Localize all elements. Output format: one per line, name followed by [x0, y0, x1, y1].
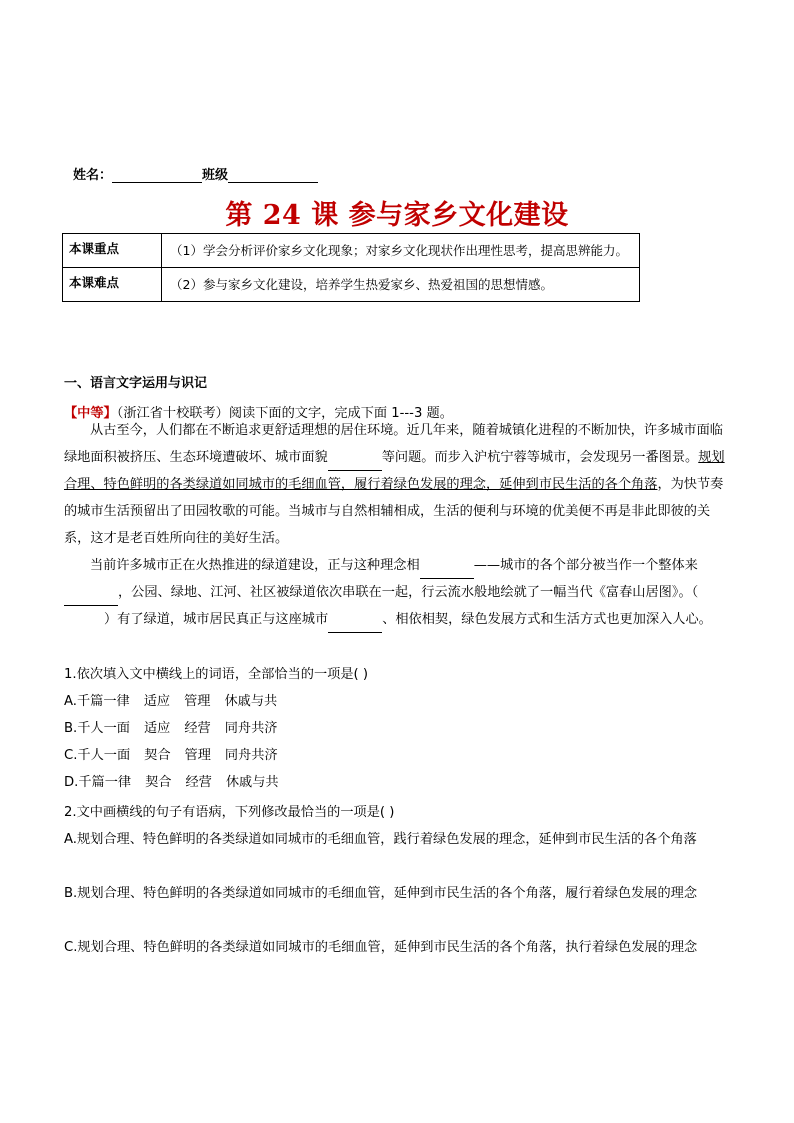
- class-blank[interactable]: [228, 168, 318, 183]
- option-text: 契合: [144, 748, 171, 763]
- underlined-sentence: 规划合理、特色鲜明的各类绿道如同城市的毛细血管，履行着绿色发展的理念，延伸到市民生活的各个角落: [64, 450, 725, 492]
- name-label: 姓名：: [73, 168, 113, 183]
- q2-option-b[interactable]: B.规划合理、特色鲜明的各类绿道如同城市的毛细血管，延伸到市民生活的各个角落，履行着绿色发展的理念: [64, 886, 698, 901]
- objective-key: 本课重点: [63, 234, 162, 268]
- option-text: 同舟共济: [224, 748, 278, 763]
- question-2-stem: 2.文中画横线的句子有语病，下列修改最恰当的一项是( ): [64, 805, 395, 820]
- objective-value: （1）学会分析评价家乡文化现象；对家乡文化现状作出理性思考，提高思辨能力。: [162, 234, 640, 268]
- option-text: D.千篇一律: [64, 775, 132, 790]
- table-row: [63, 268, 640, 302]
- passage-text: ——城市的各个部分被当作一个整体来: [473, 558, 698, 573]
- objective-value: （2）参与家乡文化建设，培养学生热爱家乡、热爱祖国的思想情感。: [162, 268, 640, 302]
- option-text: 适应: [144, 721, 171, 736]
- passage-text: 从古至今，人们都在不断追求更舒适理想的居住环境。近几年来，随着城镇化进程的不断加快，许多城市面临绿地面积被挤压、生态环境遭破坏、城市面貌: [64, 423, 723, 465]
- passage-text: 等问题。而步入沪杭宁蓉等城市，会发现另一番图景。: [381, 450, 699, 465]
- option-text: 休戚与共: [225, 775, 279, 790]
- class-label: 班级: [202, 168, 229, 183]
- table-row: [63, 234, 640, 268]
- section-title: 一、语言文字运用与识记: [64, 376, 208, 391]
- passage-text: 、相依相契，绿色发展方式和生活方式也更加深入人心。: [382, 612, 712, 627]
- fill-blank: [328, 457, 382, 471]
- objectives-table: [62, 233, 640, 302]
- q1-option-a[interactable]: [64, 688, 726, 715]
- option-text: 休戚与共: [224, 694, 278, 709]
- option-text: 契合: [145, 775, 172, 790]
- option-text: 同舟共济: [224, 721, 278, 736]
- option-text: B.千人一面: [64, 721, 130, 736]
- q2-option-a[interactable]: A.规划合理、特色鲜明的各类绿道如同城市的毛细血管，践行着绿色发展的理念，延伸到市民生活的各个角落: [64, 832, 697, 847]
- fill-blank: [328, 619, 382, 633]
- passage-source: （浙江省十校联考）阅读下面的文字，完成下面 1---3 题。: [116, 406, 453, 421]
- student-info-line: [73, 164, 318, 183]
- passage-text: ，公园、绿地、江河、社区被绿道依次串联在一起，行云流水般地绘就了一幅当代《富春山居图》。（: [118, 585, 699, 600]
- fill-blank: [64, 592, 118, 606]
- option-text: 经营: [184, 721, 211, 736]
- option-text: C.千人一面: [64, 748, 131, 763]
- option-text: 经营: [185, 775, 212, 790]
- passage-text: ，为快节奏的城市生活预留出了田园牧歌的可能。当城市与自然相辅相成，生活的便利与环境的优美便不再是非此即彼的关系，这才是老百姓所向往的美好生活。: [64, 477, 724, 546]
- q1-option-d[interactable]: [64, 769, 726, 796]
- passage-paragraph-2: [64, 552, 726, 633]
- name-blank[interactable]: [112, 168, 202, 183]
- option-text: 适应: [143, 694, 171, 709]
- fill-blank: [420, 565, 474, 579]
- question-1-stem: 1.依次填入文中横线上的词语，全部恰当的一项是( ): [64, 667, 368, 682]
- q1-option-c[interactable]: [64, 742, 726, 769]
- q2-option-c[interactable]: C.规划合理、特色鲜明的各类绿道如同城市的毛细血管，延伸到市民生活的各个角落，执行着绿色发展的理念: [64, 940, 698, 955]
- lesson-title: 第 24 课 参与家乡文化建设: [225, 200, 569, 231]
- difficulty-tag: 【中等】: [64, 406, 117, 421]
- option-text: 管理: [184, 694, 211, 709]
- objective-key: 本课难点: [63, 268, 162, 302]
- passage-text: 当前许多城市正在火热推进的绿道建设，正与这种理念相: [90, 558, 420, 573]
- passage-paragraph-1: [64, 417, 726, 552]
- option-text: 管理: [184, 748, 211, 763]
- q1-option-b[interactable]: [64, 715, 726, 742]
- option-text: A.千篇一律: [64, 694, 130, 709]
- passage-text: ）有了绿道，城市居民真正与这座城市: [104, 612, 329, 627]
